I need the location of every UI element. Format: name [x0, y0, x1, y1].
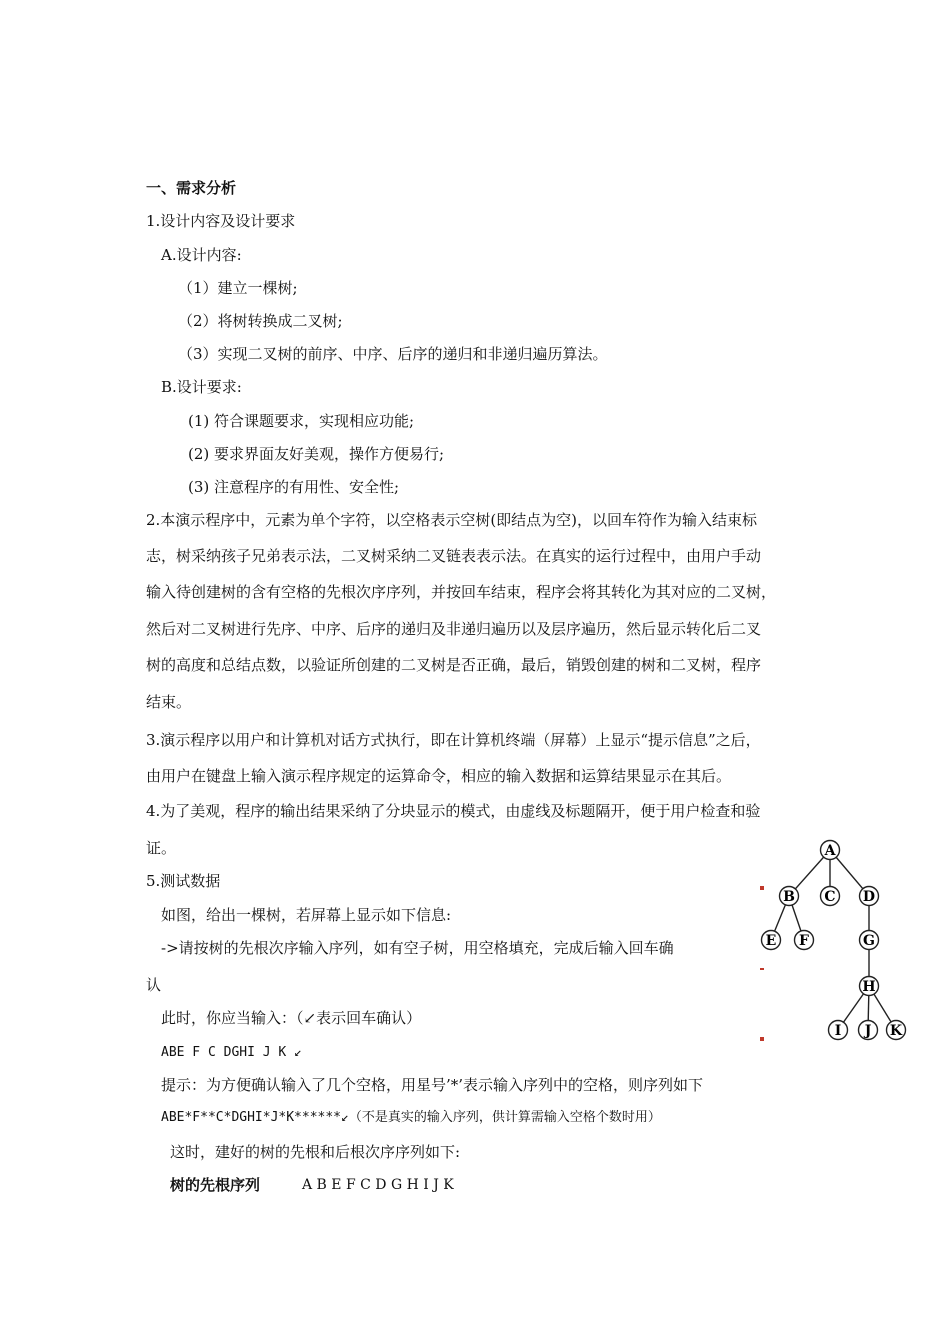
- tree-node: [829, 1021, 848, 1040]
- tree-node: [860, 977, 879, 996]
- tree-node-label: K: [889, 1023, 903, 1039]
- tree-node-label: I: [834, 1023, 842, 1039]
- input-sample: ABE F C DGHI J K ↙: [161, 1045, 302, 1060]
- tree-diagram: [750, 834, 920, 1049]
- tree-node-label: D: [862, 889, 876, 905]
- text-line: （3）实现二叉树的前序、中序、后序的递归和非递归遍历算法。: [178, 345, 608, 363]
- text-line: 这时，建好的树的先根和后根次序序列如下:: [170, 1143, 461, 1161]
- tree-node-label: B: [783, 889, 795, 905]
- text-line: 志，树采纳孩子兄弟表示法，二叉树采纳二叉链表表示法。在真实的运行过程中，由用户手动: [146, 547, 762, 565]
- text-line: (1) 符合课题要求，实现相应功能;: [188, 412, 415, 430]
- tree-node: [780, 887, 799, 906]
- tree-node-label: H: [862, 979, 876, 995]
- text-line: 4.为了美观，程序的输出结果采纳了分块显示的模式，由虚线及标题隔开，便于用户检查和验: [146, 802, 761, 820]
- text-line: (2) 要求界面友好美观，操作方便易行;: [188, 445, 445, 463]
- tree-node-label: J: [864, 1023, 872, 1039]
- text-line: 提示：为方便确认输入了几个空格，用星号’*’表示输入序列中的空格，则序列如下: [161, 1076, 704, 1094]
- text-line: ->请按树的先根次序输入序列，如有空子树，用空格填充，完成后输入回车确: [161, 939, 674, 957]
- tree-node-label: G: [863, 933, 875, 949]
- text-line: 3.演示程序以用户和计算机对话方式执行，即在计算机终端（屏幕）上显示“提示信息”之后，: [146, 731, 761, 749]
- preorder-value: A B E F C D G H I J K: [302, 1177, 454, 1193]
- text-line: 由用户在键盘上输入演示程序规定的运算命令，相应的输入数据和运算结果显示在其后。: [146, 767, 732, 785]
- section-heading: 一、需求分析: [146, 179, 237, 197]
- text-line: 2.本演示程序中，元素为单个字符，以空格表示空树(即结点为空)，以回车符作为输入结束标: [146, 511, 758, 529]
- text-line: (3) 注意程序的有用性、安全性;: [188, 478, 400, 496]
- text-line: 如图，给出一棵树，若屏幕上显示如下信息:: [161, 906, 452, 924]
- tree-node: [860, 887, 879, 906]
- tree-node: [859, 1021, 878, 1040]
- text-line: 此时，你应当输入：（↙表示回车确认）: [161, 1009, 422, 1027]
- text-line: B.设计要求:: [161, 378, 242, 396]
- tree-node: [860, 931, 879, 950]
- tree-node: [762, 931, 781, 950]
- tree-node: [821, 841, 840, 860]
- tree-node: [795, 931, 814, 950]
- text-line: 结束。: [146, 693, 192, 711]
- preorder-label: 树的先根序列: [170, 1176, 261, 1194]
- text-line: 树的高度和总结点数，以验证所创建的二叉树是否正确，最后，销毁创建的树和二叉树，程序: [146, 656, 762, 674]
- text-line: A.设计内容:: [161, 246, 242, 264]
- tree-node: [887, 1021, 906, 1040]
- text-line: 输入待创建树的含有空格的先根次序序列，并按回车结束，程序会将其转化为其对应的二叉树，: [146, 583, 777, 601]
- text-line: 证。: [146, 839, 177, 857]
- text-line: 1.设计内容及设计要求: [146, 212, 296, 230]
- text-line: 认: [146, 976, 162, 994]
- tree-node-label: A: [824, 843, 836, 859]
- text-line: （1）建立一棵树;: [178, 279, 298, 297]
- text-line: 5.测试数据: [146, 872, 221, 890]
- tree-node-label: F: [799, 933, 809, 949]
- tree-node: [821, 887, 840, 906]
- text-line: （2）将树转换成二叉树;: [178, 312, 343, 330]
- text-line: 然后对二叉树进行先序、中序、后序的递归及非递归遍历以及层序遍历，然后显示转化后二叉: [146, 620, 762, 638]
- tree-node-label: C: [824, 889, 836, 905]
- input-sample-starred: ABE*F**C*DGHI*J*K******↙（不是真实的输入序列，供计算需输入空格个数时用）: [161, 1110, 661, 1125]
- tree-node-label: E: [765, 933, 777, 949]
